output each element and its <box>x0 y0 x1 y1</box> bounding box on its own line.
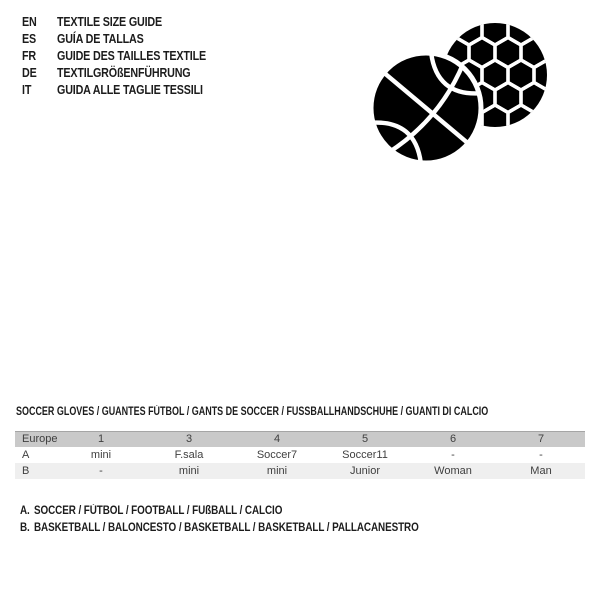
table-cell: mini <box>266 464 288 477</box>
table-cell: Soccer11 <box>342 448 388 461</box>
table-row-b <box>15 463 585 479</box>
table-header-cell: 6 <box>409 432 497 447</box>
table-header-cell: 4 <box>233 432 321 447</box>
lang-label: GUIDE DES TAILLES TEXTILE <box>57 48 207 63</box>
table-cell: Man <box>530 464 552 477</box>
lang-label: TEXTILGRÖßENFÜHRUNG <box>57 65 191 80</box>
language-title-list <box>22 13 230 98</box>
footnote-label: BASKETBALL / BALONCESTO / BASKETBALL / BASKETBALL / PALLACANESTRO <box>34 521 419 534</box>
table-header-cell: 3 <box>145 432 233 447</box>
table-title: SOCCER GLOVES / GUANTES FÚTBOL / GANTS DE SOCCER / FUSSBALLHANDSCHUHE / GUANTI DI CALCIO <box>16 406 489 418</box>
footnote-a <box>20 503 481 520</box>
footnote-label: SOCCER / FÚTBOL / FOOTBALL / FUßBALL / CALCIO <box>34 505 283 518</box>
table-cell: - <box>451 448 455 461</box>
lang-row-fr <box>22 47 230 64</box>
lang-label: GUIDA ALLE TAGLIE TESSILI <box>57 82 203 97</box>
lang-row-en <box>22 13 230 30</box>
lang-label: GUÍA DE TALLAS <box>57 31 144 46</box>
table-row-a <box>15 447 585 463</box>
lang-code: FR <box>22 48 36 63</box>
lang-row-it <box>22 81 230 98</box>
footnote-b <box>20 520 481 537</box>
lang-row-es <box>22 30 230 47</box>
table-cell: mini <box>178 464 200 477</box>
footnotes <box>20 503 481 536</box>
table-cell: - <box>539 448 543 461</box>
footnote-code: A. <box>20 505 30 518</box>
lang-code: ES <box>22 31 37 46</box>
table-cell: Woman <box>434 464 472 477</box>
lang-label: TEXTILE SIZE GUIDE <box>57 14 163 29</box>
table-header-cell: Europe <box>15 432 57 447</box>
table-header-row <box>15 432 585 447</box>
row-label: B <box>22 464 30 477</box>
sports-balls-icon <box>360 8 560 178</box>
lang-code: DE <box>22 65 37 80</box>
table-cell: - <box>99 464 103 477</box>
row-label: A <box>22 448 30 461</box>
table-cell: mini <box>90 448 112 461</box>
size-table <box>15 431 585 479</box>
table-header-cell: 1 <box>57 432 145 447</box>
lang-code: EN <box>22 14 37 29</box>
lang-row-de <box>22 64 230 81</box>
table-cell: Soccer7 <box>256 448 298 461</box>
table-cell: Junior <box>350 464 380 477</box>
lang-code: IT <box>22 82 32 97</box>
table-cell: F.sala <box>174 448 204 461</box>
footnote-code: B. <box>20 521 30 534</box>
table-header-cell: 7 <box>497 432 585 447</box>
table-header-cell: 5 <box>321 432 409 447</box>
